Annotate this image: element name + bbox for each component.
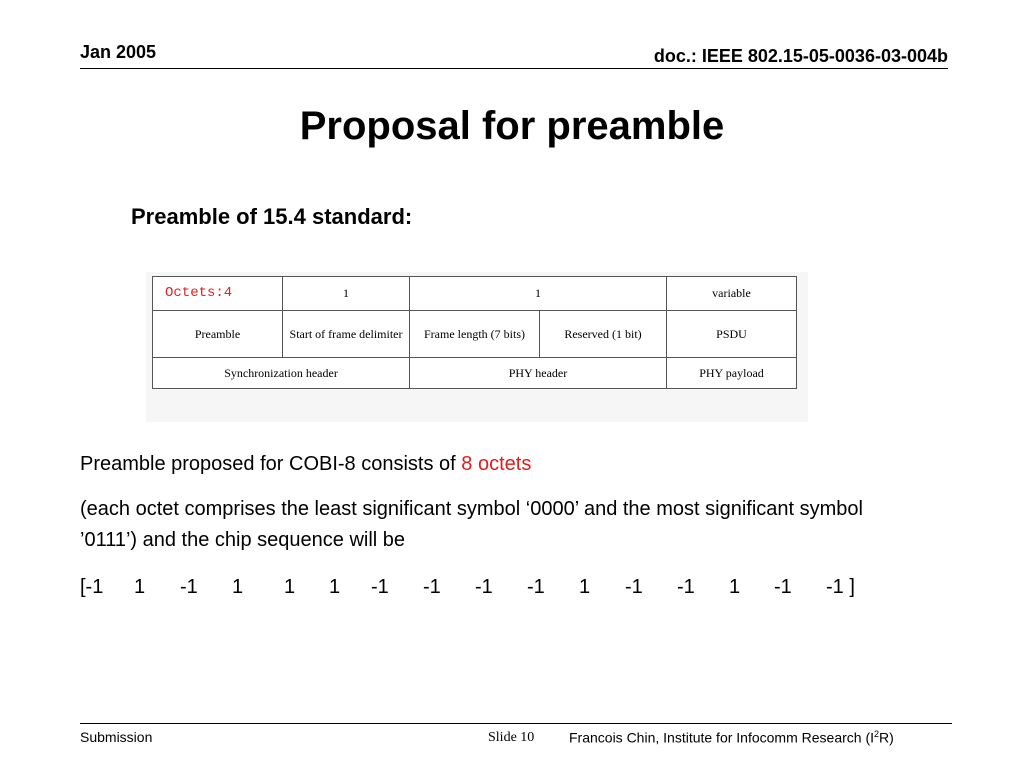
chip-value: 1 [329, 576, 341, 598]
header-divider [80, 68, 948, 69]
footer-author [569, 729, 894, 746]
octets-sfd-cell: 1 [283, 277, 410, 311]
highlight-octets-count: 8 octets [461, 453, 532, 475]
body-line-2: (each octet comprises the least significant symbol ‘0000’ and the most significant symbol ’0111’) and the chip sequence will be [80, 498, 863, 551]
fields-row [153, 311, 797, 358]
chip-value: -1 [774, 576, 792, 598]
header-doc-id: doc.: IEEE 802.15-05-0036-03-004b [653, 46, 948, 66]
header-date: Jan 2005 [80, 42, 157, 62]
chip-value: -1 [371, 576, 389, 598]
chip-value: -1 [423, 576, 441, 598]
octets-label-cell: Octets:4 [153, 277, 283, 311]
chip-value: -1 [625, 576, 643, 598]
octets-phr-cell: 1 [410, 277, 667, 311]
chip-sequence [80, 572, 900, 603]
field-frame-length-cell: Frame length (7 bits) [410, 311, 540, 358]
footer-divider [80, 723, 952, 724]
phy-header-cell: PHY header [410, 358, 667, 389]
slide-title: Proposal for preamble [299, 104, 725, 148]
author-suffix: R) [879, 729, 894, 746]
chip-value: 1 [284, 576, 296, 598]
slide-number: 10 [520, 730, 535, 745]
octets-row [153, 277, 797, 311]
sync-header-cell: Synchronization header [153, 358, 410, 389]
chip-value: 1 [579, 576, 591, 598]
author-superscript: 2 [874, 729, 880, 739]
octets-psdu-cell: variable [667, 277, 797, 311]
footer-submission: Submission [80, 729, 153, 745]
chip-value: 1 [232, 576, 244, 598]
chip-value: -1 [475, 576, 493, 598]
headers-row [153, 358, 797, 389]
chip-value: [-1 [80, 576, 104, 598]
chip-value: -1 [180, 576, 198, 598]
slide-label: Slide [488, 730, 517, 745]
slide-subtitle: Preamble of 15.4 standard: [131, 204, 413, 229]
chip-value: 1 [729, 576, 741, 598]
author-prefix: Francois Chin, Institute for Infocomm Research (I [569, 729, 874, 746]
field-reserved-cell: Reserved (1 bit) [540, 311, 667, 358]
chip-value: -1 ] [826, 576, 855, 598]
frame-format-figure [146, 272, 808, 422]
field-psdu-cell: PSDU [667, 311, 797, 358]
chip-value: 1 [134, 576, 146, 598]
body-line-1-text: Preamble proposed for COBI-8 consists of [80, 453, 462, 475]
field-sfd-cell: Start of frame delimiter [283, 311, 410, 358]
chip-value: -1 [677, 576, 695, 598]
field-preamble-cell: Preamble [153, 311, 283, 358]
body-line-1 [80, 449, 900, 480]
frame-format-table [152, 276, 797, 389]
footer-slide-number [488, 730, 534, 746]
chip-value: -1 [527, 576, 545, 598]
phy-payload-cell: PHY payload [667, 358, 797, 389]
